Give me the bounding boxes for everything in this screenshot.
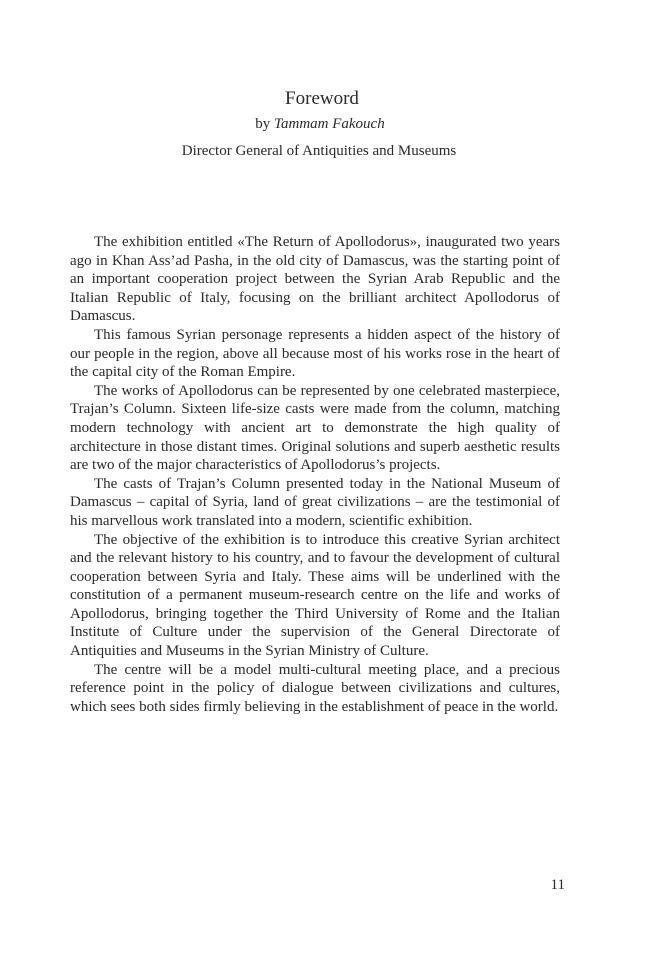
paragraph-2: This famous Syrian personage represents a hidden aspect of the history of our people in the region, above all because most of his works rose in the heart of the capital city of the Roman Empire. — [70, 326, 560, 381]
page-title: Foreword — [285, 88, 359, 109]
paragraph-3: The works of Apollodorus can be represented by one celebrated masterpiece, Trajan’s Column. Sixteen life-size casts were made from the column, matching modern technology with ancient art to demonstrate the high quality of architecture in those distant times. Original solutions and superb aesthetic results are two of the major characteristics of Apollodorus’s projects. — [70, 382, 560, 474]
author-name: Tammam Fakouch — [274, 116, 385, 132]
author-role: Director General of Antiquities and Museums — [181, 143, 457, 159]
paragraph-6: The centre will be a model multi-cultural meeting place, and a precious reference point in the policy of dialogue between civilizations and cultures, which sees both sides firmly believing in the establishment of peace in the world. — [70, 661, 560, 715]
paragraph-1: The exhibition entitled «The Return of Apollodorus», inaugurated two years ago in Khan Ass’ad Pasha, in the old city of Damascus, was the starting point of an important cooperation project between the Syrian Arab Republic and the Italian Republic of Italy, focusing on the brilliant architect Apollodorus of Damascus. — [70, 234, 560, 325]
page-number: 11 — [550, 877, 565, 893]
body-text — [70, 233, 560, 716]
paragraph-5: The objective of the exhibition is to introduce this creative Syrian architect and the relevant history to his country, and to favour the development of cultural cooperation between Syria and Italy. These aims will be underlined with the constitution of a permanent museum-research centre on the life and works of Apollodorus, bringing together the Third University of Rome and the Italian Institute of Culture under the supervision of the General Directorate of Antiquities and Museums in the Syrian Ministry of Culture. — [70, 531, 560, 660]
byline — [0, 114, 645, 134]
foreword-header — [0, 88, 650, 161]
byline-prefix: by — [255, 116, 275, 132]
paragraph-4: The casts of Trajan’s Column presented today in the National Museum of Damascus – capital of Syria, land of great civilizations – are the testimonial of his marvellous work translated into a modern, scientific exhibition. — [70, 475, 560, 529]
